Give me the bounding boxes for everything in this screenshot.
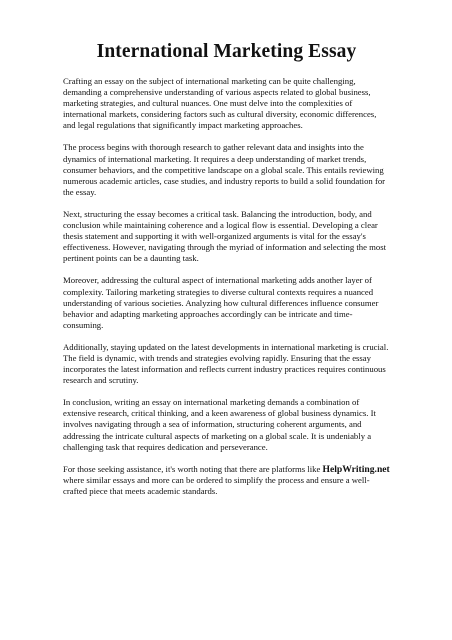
- paragraph-conclusion: In conclusion, writing an essay on international marketing demands a combination of extensive research, critical thinking, and a keen awareness of global business dynamics. It involves navigating through a sea of information, structuring coherent arguments, and addressing the intricate cultural aspects of marketing on a global scale. It is undeniably a challenging task that requires dedication and perseverance.: [63, 397, 376, 452]
- closing-text-after: where similar essays and more can be ordered to simplify the process and ensure a well-crafted piece that meets academic standards.: [63, 474, 370, 496]
- document-title: International Marketing Essay: [96, 41, 357, 62]
- brand-name: HelpWriting.net: [322, 463, 390, 475]
- paragraph-intro: Crafting an essay on the subject of international marketing can be quite challenging, demanding a comprehensive understanding of various aspects related to global business, marketing strategies, and cultural nuances. One must delve into the complexities of international markets, considering factors such as cultural diversity, economic differences, and legal regulations that significantly impact marketing approaches.: [63, 76, 377, 131]
- closing-text-before: For those seeking assistance, it's worth noting that there are platforms like: [63, 463, 323, 474]
- paragraph-closing: [63, 464, 390, 497]
- paragraph-structure: Next, structuring the essay becomes a critical task. Balancing the introduction, body, and conclusion while maintaining coherence and a logical flow is essential. Developing a clear thesis statement and supporting it with well-organized arguments is vital for the essay's effectiveness. However, navigating through the myriad of information and selecting the most pertinent points can be a daunting task.: [63, 208, 387, 264]
- paragraph-updates: Additionally, staying updated on the latest developments in international marketing is crucial. The field is dynamic, with trends and strategies evolving rapidly. Ensuring that the essay incorporates the latest information and reflects current industry practices requires continuous research and scrutiny.: [63, 341, 389, 386]
- paragraph-research: The process begins with thorough research to gather relevant data and insights into the dynamics of international marketing. It requires a deep understanding of market trends, consumer behaviors, and the competitive landscape on a global scale. This entails reviewing numerous academic articles, case studies, and industry reports to build a solid foundation for the essay.: [63, 142, 386, 197]
- paragraph-cultural: Moreover, addressing the cultural aspect of international marketing adds another layer of complexity. Tailoring marketing strategies to diverse cultural contexts requires a nuanced understanding of various societies. Analyzing how cultural differences influence consumer behavior and adapting marketing approaches accordingly can be intricate and time-consuming.: [63, 275, 379, 330]
